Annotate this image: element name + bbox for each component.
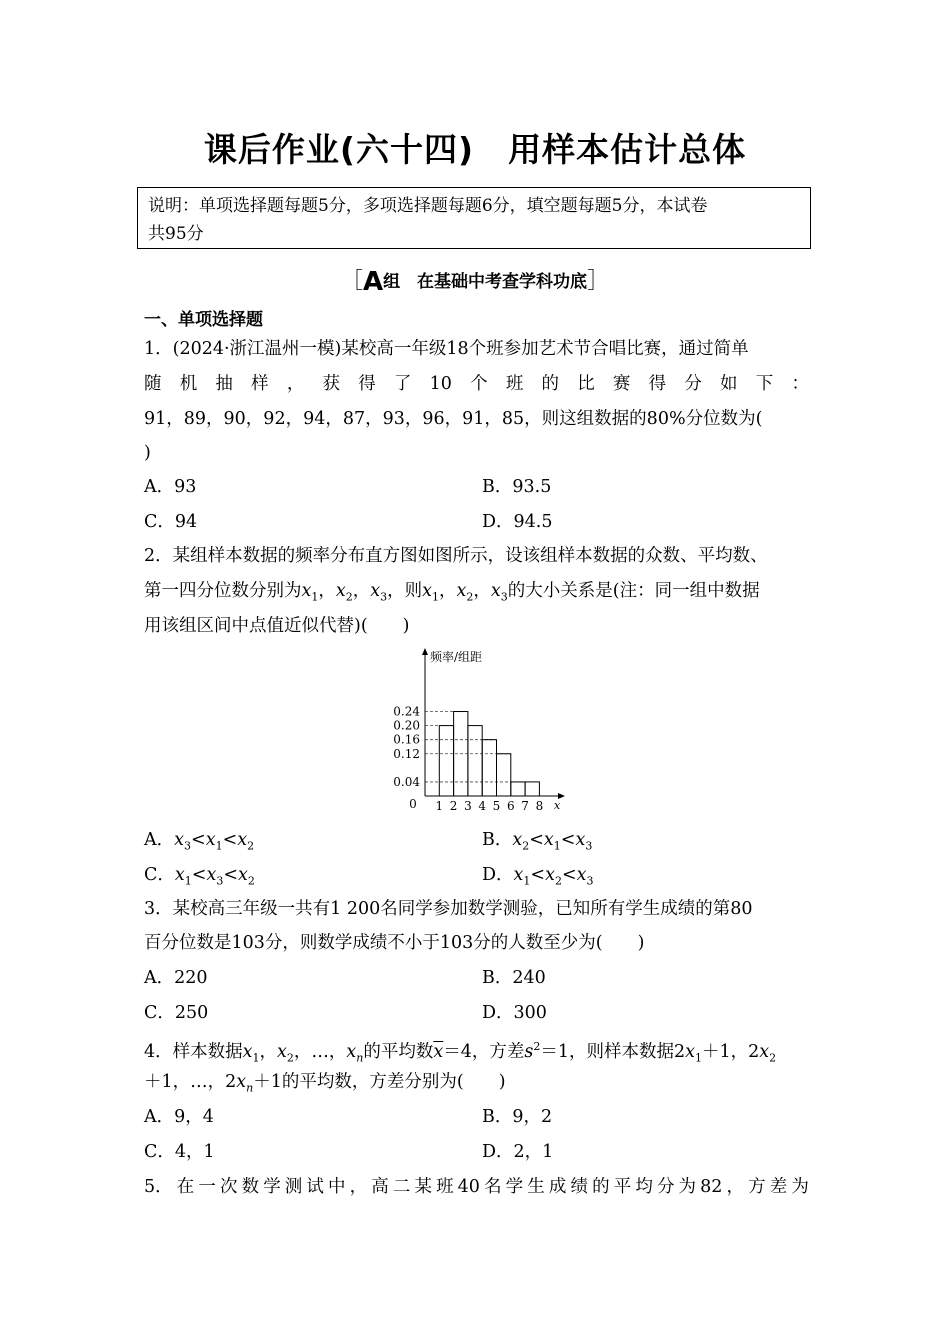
q1-line-2-word: 抽 [215, 374, 233, 394]
y-tick-label: 0.16 [393, 732, 420, 747]
q5-line-1-word: 学 [263, 1177, 281, 1197]
q2-option-a [144, 828, 254, 859]
variable-x: x [206, 865, 217, 885]
variable-x: x [205, 830, 216, 850]
variable-subscript: 3 [500, 590, 508, 604]
q5-line-1-word: 名 [484, 1177, 502, 1197]
q2-option-c [144, 863, 255, 894]
variable-x: x [422, 581, 432, 601]
page-title: 课后作业(六十四) 用样本估计总体 [203, 130, 747, 169]
q4-text-e: ＝1，则样本数据2 [540, 1041, 686, 1062]
instructions-line-1: 说明：单项选择题每题5分，多项选择题每题6分，填空题每题5分，本试卷 [148, 196, 708, 216]
variable-subscript: 2 [466, 590, 474, 604]
q5-line-1-word: 40 [457, 1177, 480, 1197]
q4-var: x [242, 1041, 253, 1062]
histogram-bar [497, 754, 511, 796]
q4-text-h: ＋1的平均数，方差分别为( ) [253, 1072, 506, 1092]
q5-line-1-word: 高 [371, 1177, 389, 1197]
variable-subscript: 1 [311, 590, 319, 604]
q4-text-c: 的平均数 [363, 1041, 434, 1062]
q1-line-2-word: 样 [251, 374, 269, 394]
q5-line-1-word: 方 [748, 1177, 766, 1197]
y-axis-arrow [422, 648, 428, 655]
q3-option-d: D．300 [482, 1003, 547, 1023]
q4-var: x [759, 1041, 770, 1062]
q5-line-1-word: 二 [392, 1177, 411, 1197]
q1-line-2-word: 的 [541, 374, 560, 394]
variable-x: x [335, 581, 346, 601]
less-than: < [529, 830, 544, 850]
x-tick-label: 4 [478, 799, 487, 813]
q4-line-2 [144, 1070, 809, 1101]
q1-line-2-word: 个 [470, 374, 488, 394]
q2-option-b [482, 828, 592, 859]
q3-line-2: 百分位数是103分，则数学成绩不小于103分的人数至少为( ) [144, 933, 645, 953]
q5-line-1-word: 平 [613, 1177, 632, 1197]
histogram-bar [468, 726, 482, 796]
q1-line-2-word: 得 [358, 374, 376, 394]
q2-vars-list-2 [422, 581, 508, 604]
variable-subscript: 1 [523, 874, 531, 888]
y-axis-label: 频率/组距 [430, 650, 483, 664]
variable-x: x [456, 581, 467, 601]
variable-x: x [513, 865, 524, 885]
q5-line-1-word: 中 [328, 1177, 346, 1197]
variable-x: x [301, 581, 312, 601]
group-label: 组 在基础中考查学科功底 [383, 272, 588, 292]
q1-option-b: B．93.5 [482, 477, 552, 497]
variable-x: x [543, 830, 554, 850]
q1-line-2-word: ： [791, 374, 809, 394]
variable-x: x [512, 830, 523, 850]
q2-line-2-post: 的大小关系是(注：同一组中数据 [507, 581, 760, 601]
q1-line-2-word: ， [286, 374, 305, 394]
q4-var: x [236, 1072, 247, 1092]
separator: ， [439, 581, 457, 601]
q5-line-1-word: 82 [700, 1177, 723, 1197]
origin-label: 0 [409, 797, 417, 811]
variable-x: x [237, 865, 248, 885]
q2-line-2-mid: ，则 [387, 581, 423, 601]
q5-line-1-word: 测 [284, 1177, 303, 1197]
q1-line-2-word: 如 [720, 374, 738, 394]
variable-subscript: 1 [215, 839, 223, 853]
q4-text-d: ＝4，方差 [443, 1041, 525, 1062]
q4-var: x [685, 1041, 696, 1062]
group-bracket-close: ］ [587, 269, 610, 294]
q5-line-1-word: 为 [678, 1177, 697, 1197]
q4-option-d: D．2，1 [482, 1142, 554, 1162]
q5-line-1-word: 在 [176, 1177, 195, 1197]
q5-line-1-word: 学 [505, 1177, 524, 1197]
q1-line-2-word: 得 [648, 374, 667, 394]
q4-line-1 [144, 1035, 809, 1070]
variable-subscript: 1 [432, 590, 439, 604]
separator: ， [473, 581, 491, 601]
q2-line-2-pre: 第一四分位数分别为 [144, 581, 302, 601]
option-letter: D． [482, 865, 514, 885]
q4-option-b: B．9，2 [482, 1107, 553, 1127]
option-letter: C． [144, 865, 175, 885]
q5-line-1-word: 绩 [570, 1177, 588, 1197]
q3-option-b: B．240 [482, 968, 546, 988]
x-tick-label: 8 [535, 799, 544, 813]
q5-line-1-word: 的 [592, 1177, 610, 1197]
q1-line-2-word: 下 [755, 374, 774, 394]
q1-line-2-word: 班 [505, 374, 524, 394]
q4-sep: ， [259, 1041, 278, 1062]
q5-line-1-word: 分 [656, 1177, 675, 1197]
q4-text-g: ＋1，…，2 [144, 1072, 237, 1092]
q5-line-1-word: ， [726, 1177, 745, 1197]
q4-sub-n: n [246, 1081, 254, 1095]
q2-line-3: 用该组区间中点值近似代替)( ) [144, 616, 410, 636]
q2-line-1: 2．某组样本数据的频率分布直方图如图所示，设该组样本数据的众数、平均数、 [144, 546, 768, 566]
q4-sub: 2 [286, 1051, 294, 1065]
q5-line-1-word: 一 [198, 1177, 216, 1197]
instructions-box [137, 187, 811, 249]
q5-line-1-word: 5． [144, 1177, 173, 1197]
variable-x: x [237, 830, 248, 850]
q4-sub: 1 [252, 1051, 260, 1065]
q4-text-a: 4．样本数据 [144, 1041, 243, 1062]
y-tick-label: 0.12 [393, 746, 420, 761]
variable-subscript: 3 [216, 874, 224, 888]
q2-option-d [482, 863, 594, 894]
y-tick-label: 0.24 [393, 704, 420, 719]
variable-x: x [370, 581, 381, 601]
q1-line-2-word: 10 [429, 374, 452, 394]
less-than: < [223, 865, 238, 885]
less-than: < [530, 865, 546, 885]
variable-subscript: 2 [554, 874, 562, 888]
q1-line-2-word: 分 [684, 374, 702, 394]
q3-option-a: A．220 [144, 968, 208, 988]
y-tick-label: 0.20 [393, 718, 420, 733]
histogram-chart [380, 645, 570, 815]
variable-x: x [575, 830, 586, 850]
q5-line-1-word: 试 [306, 1177, 324, 1197]
q1-option-a: A．93 [144, 477, 197, 497]
q3-line-1: 3．某校高三年级一共有1 200名同学参加数学测验，已知所有学生成绩的第80 [144, 899, 753, 919]
less-than: < [191, 830, 206, 850]
separator: ， [318, 581, 336, 601]
x-tick-label: 1 [435, 799, 444, 813]
q4-option-a: A．9，4 [144, 1107, 214, 1127]
q4-sub: 2 [769, 1051, 777, 1065]
option-letter: B． [482, 830, 513, 850]
q5-line-1-word: 均 [635, 1177, 653, 1197]
q3-option-c: C．250 [144, 1003, 209, 1023]
group-bracket-open: ［ [340, 269, 363, 294]
q4-sub-n: n [356, 1051, 364, 1065]
q1-line-4: ) [144, 443, 151, 463]
variable-x: x [490, 581, 501, 601]
q2-line-2 [144, 579, 809, 610]
q4-xbar: $\overline{x}$ [433, 1041, 444, 1062]
q1-option-d: D．94.5 [482, 512, 553, 532]
q5-line-1-word: 数 [241, 1177, 260, 1197]
histogram-bar [525, 782, 539, 796]
q1-line-2-word: 赛 [612, 374, 631, 394]
q1-option-c: C．94 [144, 512, 198, 532]
q4-var: x [346, 1041, 357, 1062]
variable-subscript: 2 [345, 590, 353, 604]
q5-line-1-word: ， [349, 1177, 368, 1197]
less-than: < [560, 830, 576, 850]
q1-line-2-word: 获 [322, 374, 341, 394]
x-tick-label: 2 [449, 799, 458, 813]
q5-line-1-word: 差 [769, 1177, 788, 1197]
variable-subscript: 3 [184, 839, 192, 853]
variable-x: x [545, 865, 555, 885]
x-axis-label: x [554, 799, 561, 812]
option-letter: A． [144, 830, 175, 850]
group-letter: A [362, 267, 384, 297]
variable-subscript: 3 [585, 839, 593, 853]
less-than: < [222, 830, 238, 850]
q5-line-1-word: 成 [548, 1177, 567, 1197]
q4-sub: 1 [695, 1051, 703, 1065]
x-tick-label: 5 [492, 799, 501, 813]
instructions-line-2: 共95分 [148, 224, 204, 244]
q4-var: x [277, 1041, 287, 1062]
q1-line-1: 1．(2024·浙江温州一模)某校高一年级18个班参加艺术节合唱比赛，通过简单 [144, 339, 749, 359]
y-tick-label: 0.04 [393, 774, 420, 789]
separator: ， [352, 581, 371, 601]
q1-line-3: 91，89，90，92，94，87，93，96，91，85，则这组数据的80%分位数为( [144, 409, 763, 429]
q4-sup: 2 [533, 1040, 541, 1053]
section-heading: 一、单项选择题 [144, 310, 263, 330]
variable-subscript: 2 [522, 839, 530, 853]
q4-text-b: ，…， [293, 1041, 347, 1062]
q1-line-2-word: 机 [179, 374, 198, 394]
q5-line-1-word: 为 [791, 1177, 809, 1197]
variable-subscript: 2 [247, 874, 255, 888]
q4-option-c: C．4，1 [144, 1142, 215, 1162]
q5-line-1 [144, 1175, 809, 1199]
variable-subscript: 1 [184, 874, 192, 888]
variable-subscript: 1 [553, 839, 561, 853]
q2-vars-list-1 [301, 581, 388, 604]
x-tick-label: 7 [521, 799, 529, 813]
histogram-bar [482, 740, 496, 796]
q5-line-1-word: 次 [219, 1177, 238, 1197]
histogram-bar [439, 726, 453, 796]
variable-subscript: 3 [380, 590, 388, 604]
q5-line-1-word: 某 [414, 1177, 432, 1197]
variable-x: x [174, 830, 185, 850]
x-tick-label: 6 [506, 799, 515, 813]
q5-line-1-word: 生 [527, 1177, 545, 1197]
variable-subscript: 3 [586, 874, 594, 888]
q4-s: s [524, 1041, 534, 1062]
histogram-bar [511, 782, 525, 796]
q1-line-2 [144, 372, 809, 396]
x-tick-label: 3 [464, 799, 472, 813]
q1-line-2-word: 随 [144, 374, 162, 394]
q5-line-1-word: 班 [436, 1177, 454, 1197]
less-than: < [561, 865, 577, 885]
less-than: < [191, 865, 207, 885]
q4-text-f: ＋1，2 [702, 1041, 760, 1062]
variable-subscript: 2 [247, 839, 255, 853]
group-header [0, 264, 950, 297]
variable-x: x [576, 865, 587, 885]
variable-x: x [174, 865, 185, 885]
q1-line-2-word: 比 [577, 374, 595, 394]
q1-line-2-word: 了 [393, 374, 412, 394]
